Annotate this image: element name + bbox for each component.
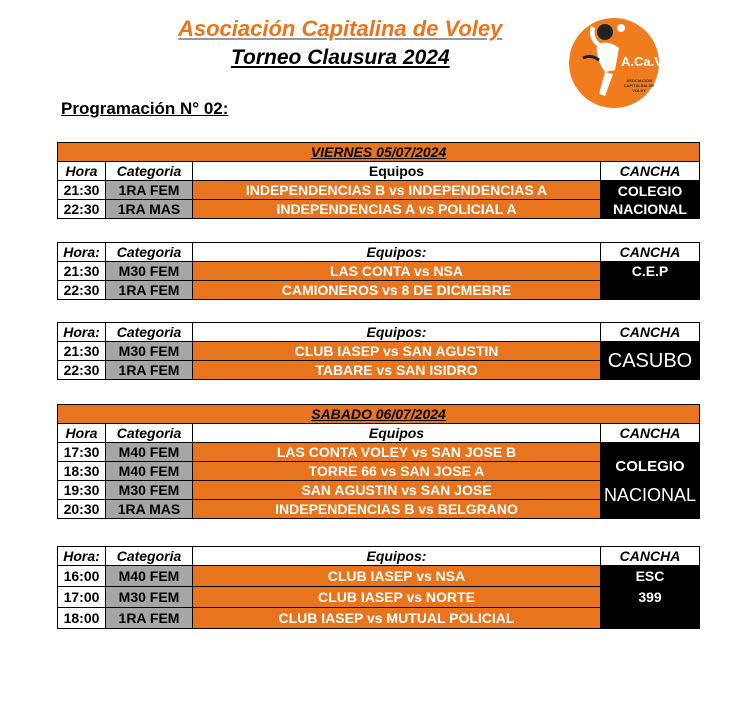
match-time: 19:30 [58,481,106,500]
court-name: COLEGIO [617,182,683,199]
header-cancha: CANCHA [601,243,700,262]
header-cancha: CANCHA [601,547,700,566]
court-cell [601,342,700,380]
match-time: 21:30 [58,181,106,200]
header-hora: Hora [58,424,106,443]
match-category: M30 FEM [106,262,193,281]
match-category: 1RA FEM [106,281,193,300]
match-teams: CLUB IASEP vs NSA [193,566,601,587]
match-teams: CLUB IASEP vs MUTUAL POLICIAL [193,608,601,629]
table-row [58,262,700,281]
court-cell [601,262,700,300]
match-time: 20:30 [58,500,106,519]
court-cell [601,566,700,629]
court-name: NACIONAL [613,200,687,217]
match-teams: INDEPENDENCIAS A vs POLICIAL A [193,200,601,219]
match-time: 16:00 [58,566,106,587]
table-row [58,443,700,462]
match-category: 1RA FEM [106,181,193,200]
header-categoria: Categoria [106,243,193,262]
match-time: 22:30 [58,200,106,219]
header-equipos: Equipos: [193,243,601,262]
table-row [58,566,700,587]
header-hora: Hora [58,162,106,181]
match-teams: CLUB IASEP vs NORTE [193,587,601,608]
header-equipos: Equipos: [193,323,601,342]
schedule-table-friday-1 [57,142,700,219]
header-categoria: Categoria [106,323,193,342]
association-title: Asociación Capitalina de Voley [178,16,503,41]
tournament-title: Torneo Clausura 2024 [231,46,450,69]
logo-subtitle: ASOCIACION CAPITALINA DE VOLEY [623,78,655,93]
schedule-table-saturday-1 [57,404,700,519]
schedule-table-friday-3 [57,322,700,380]
header-categoria: Categoria [106,547,193,566]
header-hora: Hora: [58,323,106,342]
court-name: CASUBO [607,349,693,372]
match-category: 1RA MAS [106,200,193,219]
match-teams: INDEPENDENCIAS B vs INDEPENDENCIAS A [193,181,601,200]
match-time: 17:00 [58,587,106,608]
match-time: 18:00 [58,608,106,629]
match-teams: CLUB IASEP vs SAN AGUSTIN [193,342,601,361]
header-cancha: CANCHA [601,424,700,443]
match-category: 1RA MAS [106,500,193,519]
court-name: NACIONAL [603,484,697,505]
logo-abbreviation: A.Ca.V. [621,54,666,69]
schedule-table-saturday-2 [57,546,700,629]
match-teams: INDEPENDENCIAS B vs BELGRANO [193,500,601,519]
day-title: SABADO 06/07/2024 [58,405,700,424]
match-teams: SAN AGUSTIN vs SAN JOSE [193,481,601,500]
match-time: 21:30 [58,262,106,281]
court-name: C.E.P [631,263,669,279]
schedule-table-friday-2 [57,242,700,300]
match-teams: TABARE vs SAN ISIDRO [193,361,601,380]
header-hora: Hora: [58,243,106,262]
match-category: 1RA FEM [106,608,193,629]
header-equipos: Equipos [193,162,601,181]
header-categoria: Categoria [106,424,193,443]
court-cell [601,181,700,219]
match-time: 22:30 [58,281,106,300]
court-name: ESC [635,568,665,584]
match-category: M40 FEM [106,566,193,587]
header-hora: Hora: [58,547,106,566]
match-category: M30 FEM [106,587,193,608]
court-name: COLEGIO [615,457,685,475]
match-category: M40 FEM [106,462,193,481]
match-category: M30 FEM [106,481,193,500]
match-category: M40 FEM [106,443,193,462]
match-category: M30 FEM [106,342,193,361]
header-equipos: Equipos: [193,547,601,566]
acav-logo [569,18,666,108]
match-time: 18:30 [58,462,106,481]
header-cancha: CANCHA [601,162,700,181]
program-number: Programación N° 02: [61,99,229,118]
header-cancha: CANCHA [601,323,700,342]
match-time: 17:30 [58,443,106,462]
match-category: 1RA FEM [106,361,193,380]
header-equipos: Equipos [193,424,601,443]
header-categoria: Categoria [106,162,193,181]
match-teams: CAMIONEROS vs 8 DE DICMEBRE [193,281,601,300]
match-time: 21:30 [58,342,106,361]
match-teams: LAS CONTA vs NSA [193,262,601,281]
court-cell [601,443,700,519]
match-teams: LAS CONTA VOLEY vs SAN JOSE B [193,443,601,462]
match-time: 22:30 [58,361,106,380]
court-name: 399 [638,589,662,605]
table-row [58,181,700,200]
match-teams: TORRE 66 vs SAN JOSE A [193,462,601,481]
day-title: VIERNES 05/07/2024 [58,143,700,162]
table-row [58,342,700,361]
